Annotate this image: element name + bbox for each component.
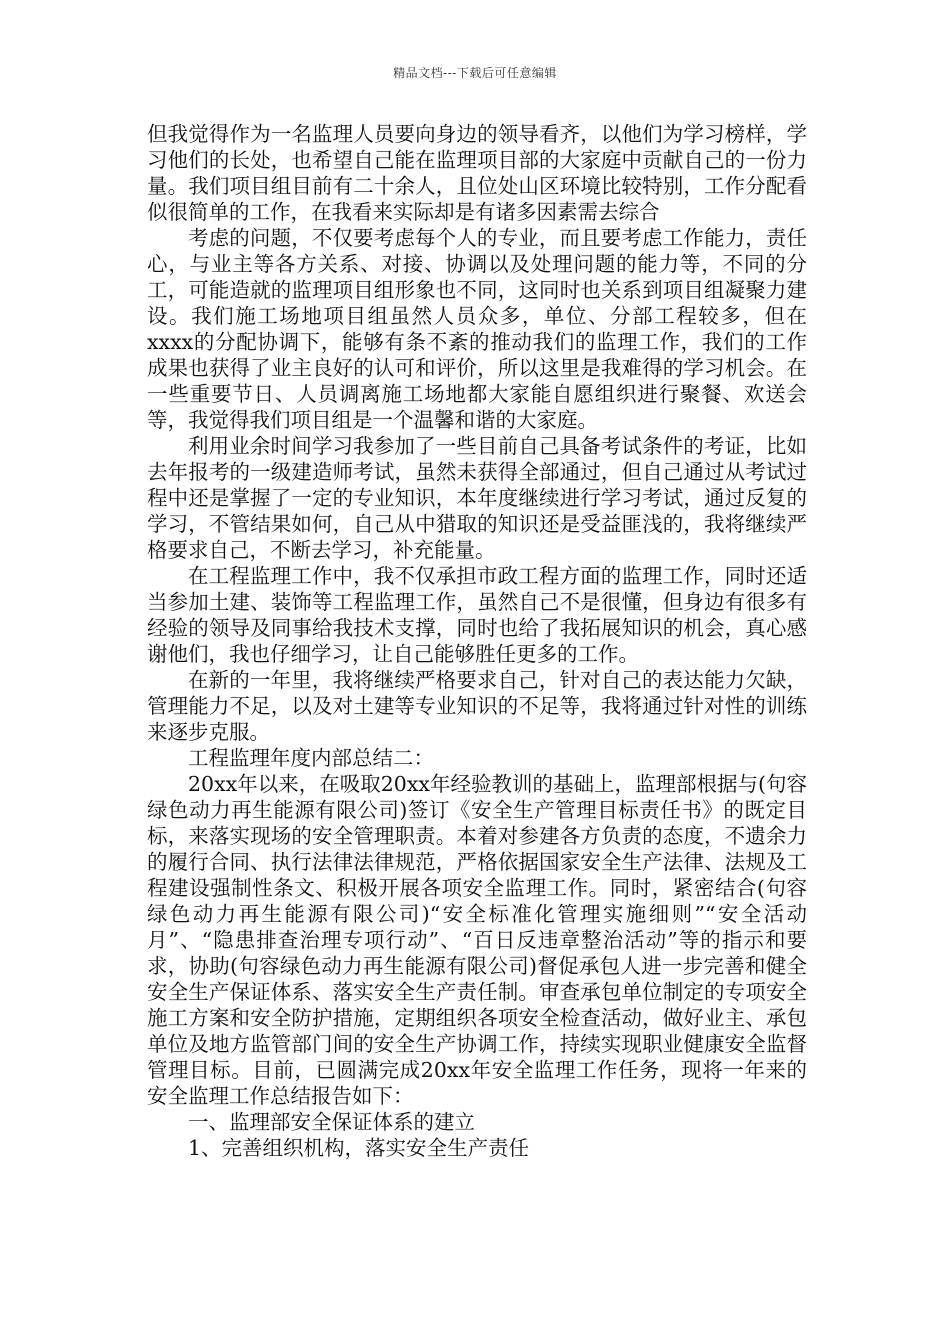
section-title-summary-two: 工程监理年度内部总结二： — [188, 746, 434, 770]
paragraph-3: 利用业余时间学习我参加了一些目前自己具备考试条件的考证，比如去年报考的一级建造师考试，虽然未获得全部通过，但自己通过从考试过程中还是掌握了一定的专业知识，本年度继续进行学习考试，通过反复的学习，不管结果如何，自己从中猎取的知识还是受益匪浅的，我将继续严格要求自己，不断去学习，补充能量。 — [147, 434, 807, 562]
paragraph-6: 20xx年以来，在吸取20xx年经验教训的基础上，监理部根据与(句容绿色动力再生能源有限公司)签订《安全生产管理目标责任书》的既定目标，来落实现场的安全管理职责。本着对参建各方负责的态度，不遗余力的履行合同、执行法律法律规范，严格依据国家安全生产法律、法规及工程建设强制性条文、积极开展各项安全监理工作。同时，紧密结合(句容绿色动力再生能源有限公司)“安全标准化管理实施细则”“安全活动月”、“隐患排查治理专项行动”、“百日反违章整治活动”等的指示和要求，协助(句容绿色动力再生能源有限公司)督促承包人进一步完善和健全安全生产保证体系、落实安全生产责任制。审查承包单位制定的专项安全施工方案和安全防护措施，定期组织各项安全检查活动，做好业主、承包单位及地方监管部门间的安全生产协调工作，持续实现职业健康安全监督管理目标。目前，已圆满完成20xx年安全监理工作任务，现将一年来的安全监理工作总结报告如下： — [147, 772, 807, 1108]
paragraph-1: 但我觉得作为一名监理人员要向身边的领导看齐，以他们为学习榜样，学习他们的长处，也希望自己能在监理项目部的大家庭中贡献自己的一份力量。我们项目组目前有二十余人，且位处山区环境比较特别，工作分配看似很简单的工作，在我看来实际却是有诸多因素需去综合 — [147, 122, 807, 224]
paragraph-4: 在工程监理工作中，我不仅承担市政工程方面的监理工作，同时还适当参加土建、装饰等工程监理工作，虽然自己不是很懂，但身边有很多有经验的领导及同事给我技术支撑，同时也给了我拓展知识的机会，真心感谢他们，我也仔细学习，让自己能够胜任更多的工作。 — [147, 564, 807, 666]
section-heading-1: 一、监理部安全保证体系的建立 — [188, 1110, 475, 1134]
document-body — [147, 121, 807, 1161]
paragraph-5: 在新的一年里，我将继续严格要求自己，针对自己的表达能力欠缺，管理能力不足，以及对土建等专业知识的不足等，我将通过针对性的训练来逐步克服。 — [147, 668, 807, 744]
page-header: 精品文档---下载后可任意编辑 — [393, 66, 557, 80]
paragraph-2: 考虑的问题，不仅要考虑每个人的专业，而且要考虑工作能力，责任心，与业主等各方关系、对接、协调以及处理问题的能力等，不同的分工，可能造就的监理项目组形象也不同，这同时也关系到项目组凝聚力建设。我们施工场地项目组虽然人员众多，单位、分部工程较多，但在xxxx的分配协调下，能够有条不紊的推动我们的监理工作，我们的工作成果也获得了业主良好的认可和评价，所以这里是我难得的学习机会。在一些重要节日、人员调离施工场地都大家能自愿组织进行聚餐、欢送会等，我觉得我们项目组是一个温馨和谐的大家庭。 — [147, 226, 807, 432]
subsection-heading-1-1: 1、完善组织机构，落实安全生产责任 — [188, 1136, 530, 1160]
